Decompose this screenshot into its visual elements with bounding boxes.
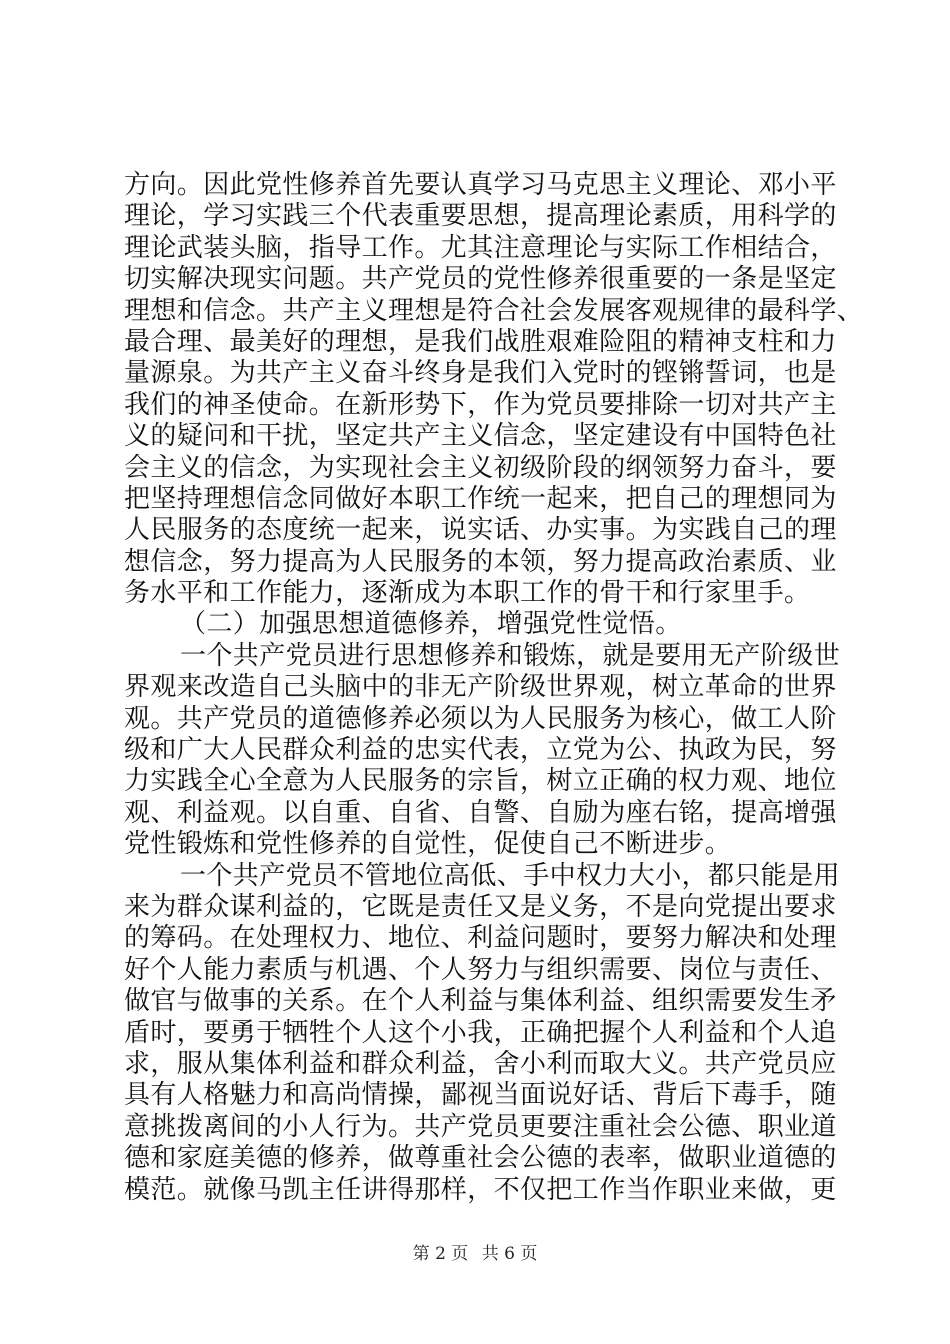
- text-line: 理论，学习实践三个代表重要思想，提高理论素质，用科学的: [124, 201, 837, 232]
- text-line: 想信念，努力提高为人民服务的本领，努力提高政治素质、业: [124, 546, 837, 577]
- text-line: 好个人能力素质与机遇、个人努力与组织需要、岗位与责任、: [124, 954, 837, 985]
- text-line: （二）加强思想道德修养，增强党性觉悟。: [180, 609, 682, 640]
- page-total: 共 6 页: [481, 1244, 538, 1264]
- text-line: 理论武装头脑，指导工作。尤其注意理论与实际工作相结合，: [124, 232, 837, 263]
- text-line: 方向。因此党性修养首先要认真学习马克思主义理论、邓小平: [124, 170, 837, 200]
- text-line: 切实解决现实问题。共产党员的党性修养很重要的一条是坚定: [124, 264, 837, 295]
- text-line: 来为群众谋利益的，它既是责任又是义务，不是向党提出要求: [124, 891, 837, 922]
- text-line: 求，服从集体利益和群众利益，舍小利而取大义。共产党员应: [124, 1048, 837, 1079]
- text-line: 级和广大人民群众利益的忠实代表，立党为公、执政为民，努: [124, 735, 837, 766]
- text-line: 具有人格魅力和高尚情操，鄙视当面说好话、背后下毒手，随: [124, 1080, 837, 1111]
- text-line: 意挑拨离间的小人行为。共产党员更要注重社会公德、职业道: [124, 1111, 837, 1142]
- text-line: 的筹码。在处理权力、地位、利益问题时，要努力解决和处理: [124, 923, 837, 954]
- text-line: 观。共产党员的道德修养必须以为人民服务为核心，做工人阶: [124, 703, 837, 734]
- text-line: 义的疑问和干扰，坚定共产主义信念，坚定建设有中国特色社: [124, 421, 837, 452]
- text-line: 一个共产党员进行思想修养和锻炼，就是要用无产阶级世: [180, 640, 841, 671]
- page-footer: [0, 1244, 950, 1264]
- text-line: 做官与做事的关系。在个人利益与集体利益、组织需要发生矛: [124, 986, 837, 1017]
- text-line: 务水平和工作能力，逐渐成为本职工作的骨干和行家里手。: [124, 578, 811, 609]
- text-line: 量源泉。为共产主义奋斗终身是我们入党时的铿锵誓词，也是: [124, 358, 837, 389]
- text-line: 最合理、最美好的理想，是我们战胜艰难险阻的精神支柱和力: [124, 326, 837, 357]
- text-line: 力实践全心全意为人民服务的宗旨，树立正确的权力观、地位: [124, 766, 837, 797]
- text-line: 观、利益观。以自重、自省、自警、自励为座右铭，提高增强: [124, 797, 837, 828]
- text-line: 人民服务的态度统一起来，说实话、办实事。为实践自己的理: [124, 515, 837, 546]
- text-line: 模范。就像马凯主任讲得那样，不仅把工作当作职业来做，更: [124, 1174, 837, 1205]
- text-line: 党性锻炼和党性修养的自觉性，促使自己不断进步。: [124, 829, 732, 860]
- text-line: 盾时，要勇于牺牲个人这个小我，正确把握个人利益和个人追: [124, 1017, 837, 1048]
- text-line: 界观来改造自己头脑中的非无产阶级世界观，树立革命的世界: [124, 672, 837, 703]
- text-line: 德和家庭美德的修养，做尊重社会公德的表率，做职业道德的: [124, 1143, 837, 1174]
- text-line: 我们的神圣使命。在新形势下，作为党员要排除一切对共产主: [124, 389, 837, 420]
- text-line: 一个共产党员不管地位高低、手中权力大小，都只能是用: [180, 860, 841, 891]
- body-text: [124, 170, 864, 1206]
- text-line: 理想和信念。共产主义理想是符合社会发展客观规律的最科学、: [124, 295, 864, 326]
- page-number: 第 2 页: [412, 1244, 469, 1264]
- text-line: 把坚持理想信念同做好本职工作统一起来，把自己的理想同为: [124, 483, 837, 514]
- text-line: 会主义的信念，为实现社会主义初级阶段的纲领努力奋斗，要: [124, 452, 837, 483]
